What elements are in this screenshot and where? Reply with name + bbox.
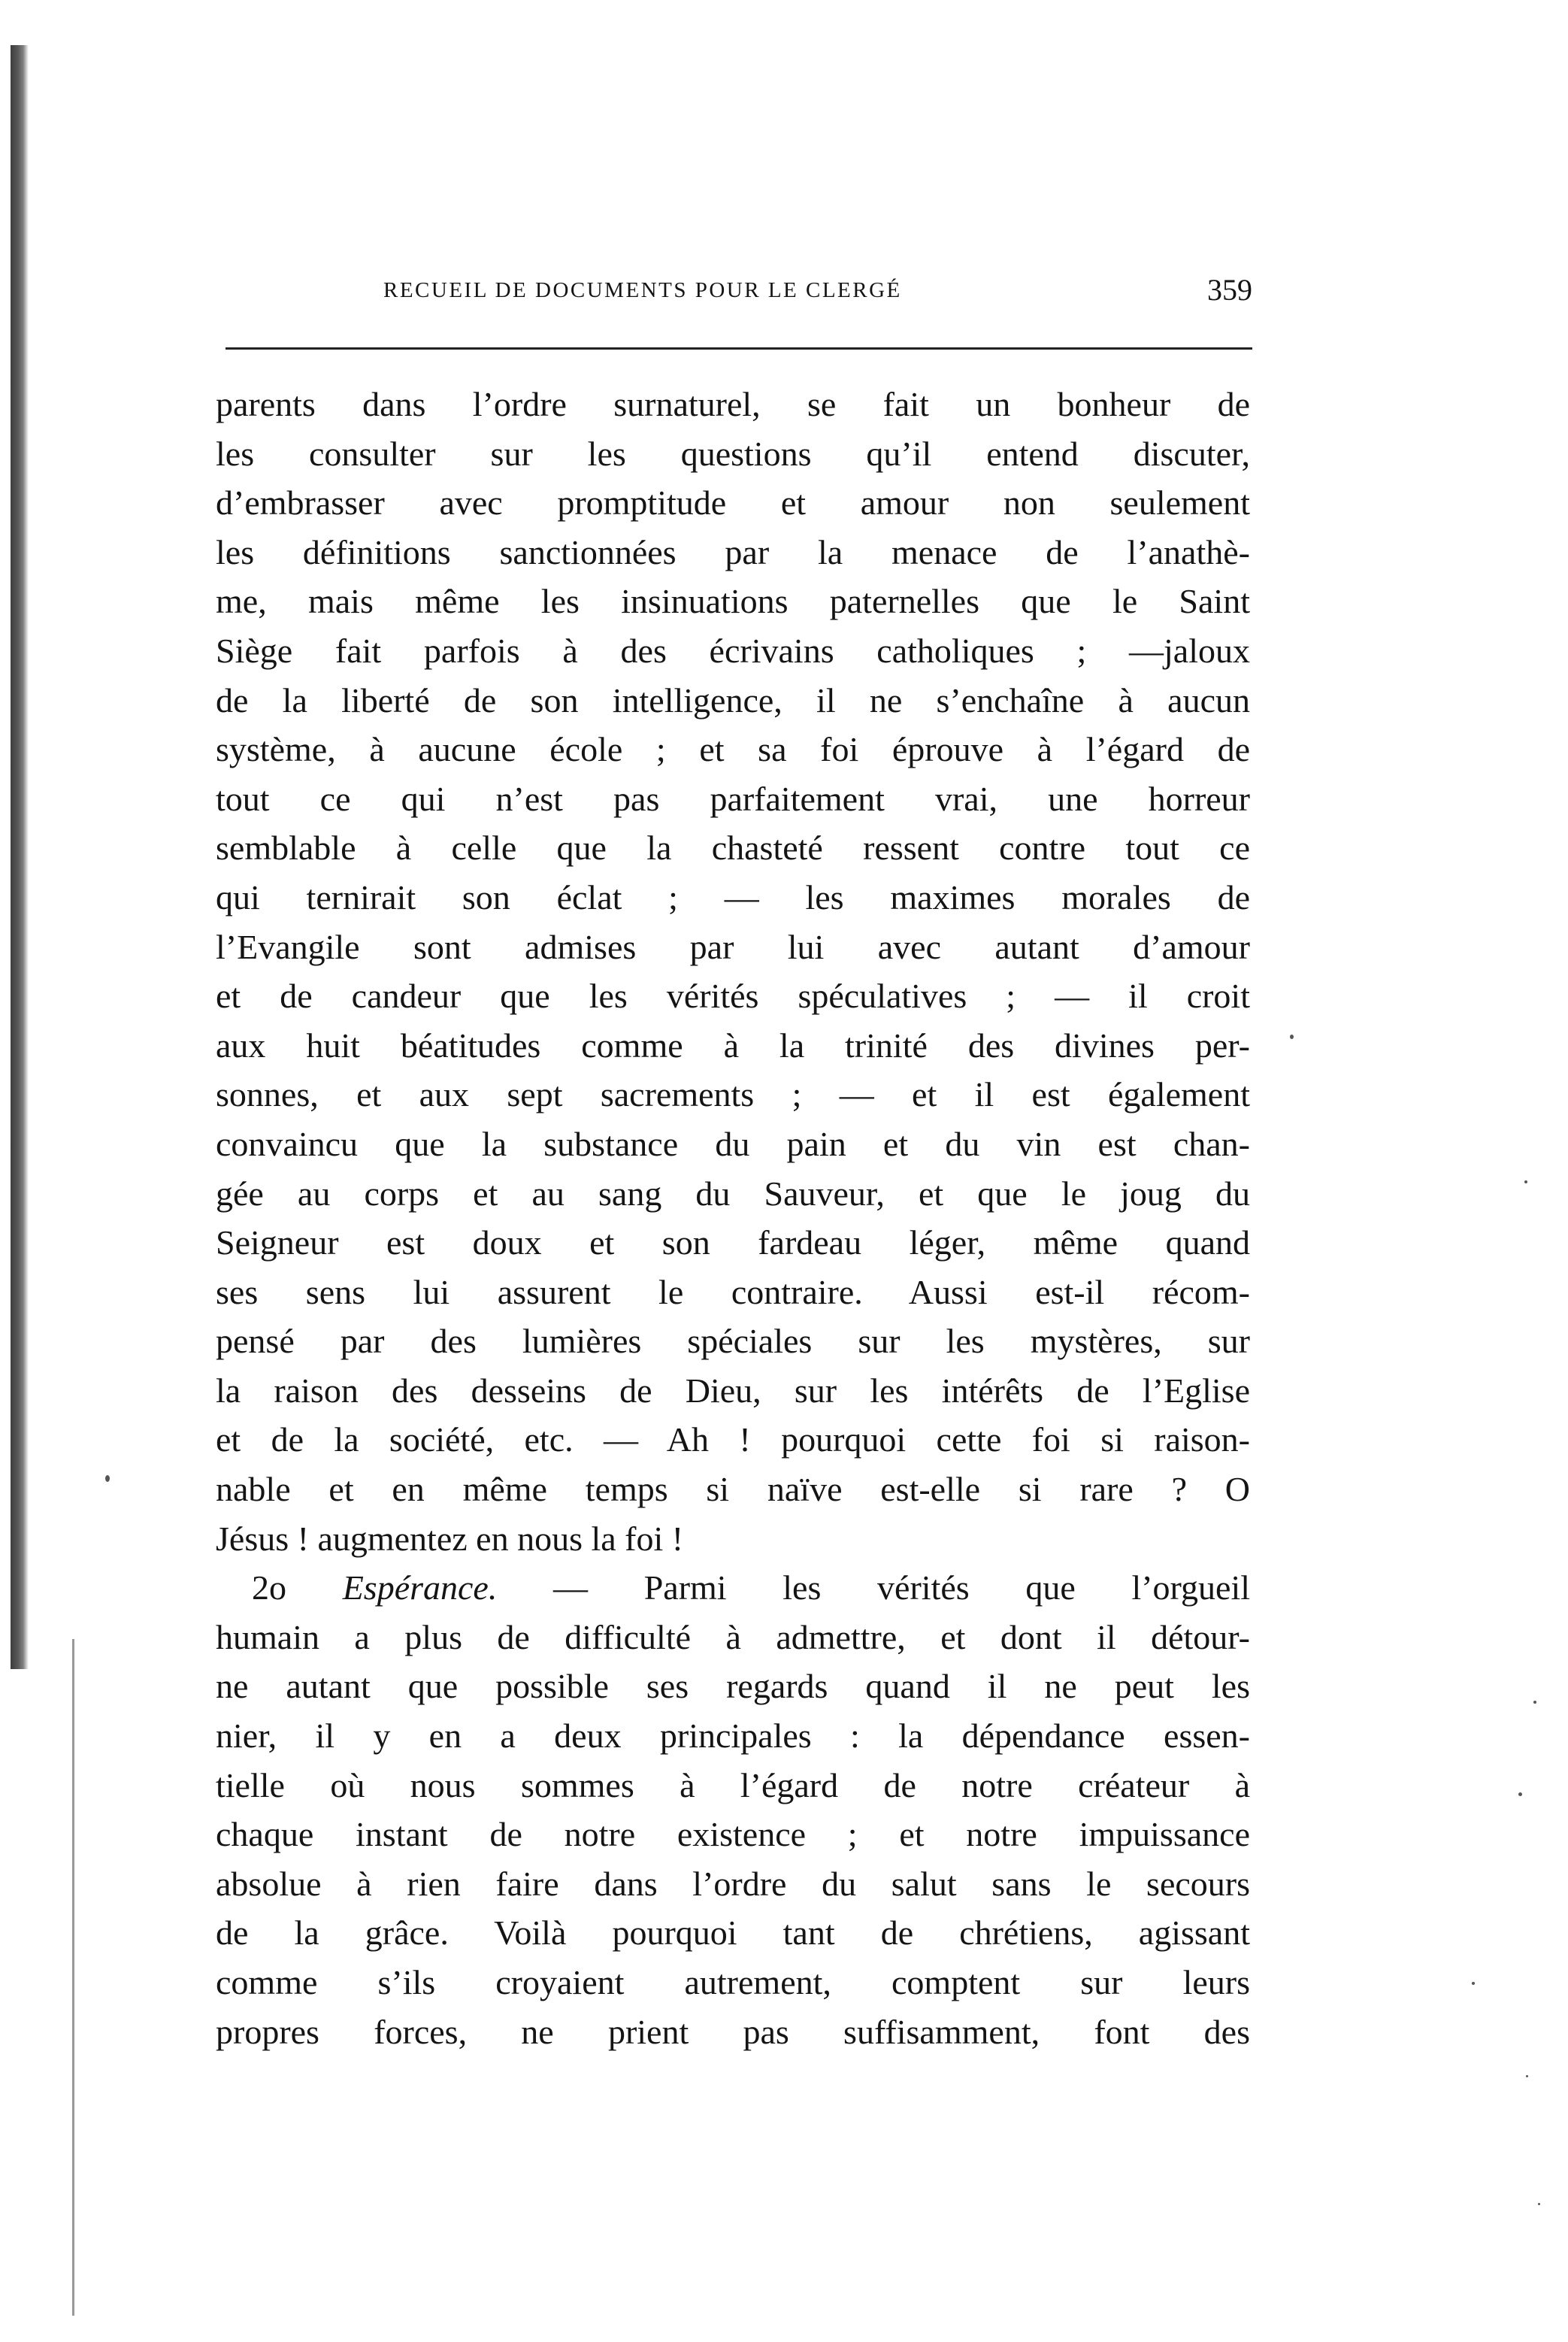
text-line: les consulter sur les questions qu’il entend discuter, (216, 434, 1250, 473)
scan-speck (1518, 1792, 1522, 1796)
text-line: comme s’ils croyaient autrement, comptent sur leurs (216, 1963, 1250, 2001)
scan-speck (1472, 1982, 1475, 1985)
text-line: de la grâce. Voilà pourquoi tant de chrétiens, agissant (216, 1913, 1250, 1953)
text-line: convaincu que la substance du pain et du vin est chan- (216, 1124, 1250, 1163)
text-line: qui ternirait son éclat ; — les maximes morales de (216, 877, 1250, 917)
text-line: tielle où nous sommes à l’égard de notre créateur à (216, 1765, 1250, 1804)
text-line: propres forces, ne prient pas suffisamment, font des (216, 2012, 1250, 2051)
binding-edge-line (72, 1639, 74, 2316)
text-line: absolue à rien faire dans l’ordre du salut sans le secours (216, 1864, 1250, 1903)
text-line: gée au corps et au sang du Sauveur, et que le joug du (216, 1174, 1250, 1213)
scan-speck (1526, 2075, 1528, 2077)
header-rule (226, 347, 1252, 350)
text-line: pensé par des lumières spéciales sur les mystères, sur (216, 1322, 1250, 1361)
text-line: d’embrasser avec promptitude et amour non seulement (216, 483, 1250, 523)
page-number: 359 (1207, 273, 1252, 307)
scan-speck (1538, 2203, 1540, 2205)
text-line: Siège fait parfois à des écrivains catholiques ; —jaloux (216, 631, 1250, 670)
text-line: de la liberté de son intelligence, il ne s’enchaîne à aucun (216, 680, 1250, 720)
scan-speck (105, 1475, 110, 1482)
text-line: ne autant que possible ses regards quand il ne peut les (216, 1667, 1250, 1706)
text-line: semblable à celle que la chasteté ressent contre tout ce (216, 829, 1250, 868)
paragraph-first-line-text: — Parmi les vérités que l’orgueil (553, 1568, 1250, 1607)
scan-speck (1533, 1701, 1536, 1704)
text-line: Seigneur est doux et son fardeau léger, même quand (216, 1223, 1250, 1262)
text-line: Jésus ! augmentez en nous la foi ! (216, 1519, 684, 1558)
text-line: système, à aucune école ; et sa foi éprouve à l’égard de (216, 730, 1250, 769)
paragraph-opening-line (216, 1563, 1250, 1613)
text-line: parents dans l’ordre surnaturel, se fait un bonheur de (216, 385, 1250, 423)
text-line: chaque instant de notre existence ; et notre impuissance (216, 1815, 1250, 1854)
text-line: ses sens lui assurent le contraire. Aussi est-il récom- (216, 1272, 1250, 1311)
paragraph-heading: Espérance. (342, 1568, 498, 1607)
scan-speck (1524, 1180, 1527, 1183)
text-line: sonnes, et aux sept sacrements ; — et il est également (216, 1075, 1250, 1114)
binding-edge-shadow (11, 45, 29, 1669)
paragraph-number: 2o (252, 1568, 286, 1607)
running-title: RECUEIL DE DOCUMENTS POUR LE CLERGÉ (383, 278, 902, 302)
text-line: les définitions sanctionnées par la menace de l’anathè- (216, 532, 1250, 571)
text-line: aux huit béatitudes comme à la trinité des divines per- (216, 1026, 1250, 1065)
scan-speck (1290, 1035, 1294, 1039)
running-head (226, 272, 1252, 317)
text-line: la raison des desseins de Dieu, sur les intérêts de l’Eglise (216, 1371, 1250, 1410)
body-text (216, 380, 1250, 2056)
text-line: l’Evangile sont admises par lui avec autant d’amour (216, 927, 1250, 966)
text-line: humain a plus de difficulté à admettre, et dont il détour- (216, 1617, 1250, 1656)
text-line: tout ce qui n’est pas parfaitement vrai, une horreur (216, 779, 1250, 818)
text-line: nier, il y en a deux principales : la dépendance essen- (216, 1716, 1250, 1756)
text-line: et de candeur que les vérités spéculatives ; — il croit (216, 977, 1250, 1016)
text-line: et de la société, etc. — Ah ! pourquoi cette foi si raison- (216, 1420, 1250, 1459)
text-line: nable et en même temps si naïve est-elle si rare ? O (216, 1470, 1250, 1509)
text-line: me, mais même les insinuations paternelles que le Saint (216, 582, 1250, 621)
